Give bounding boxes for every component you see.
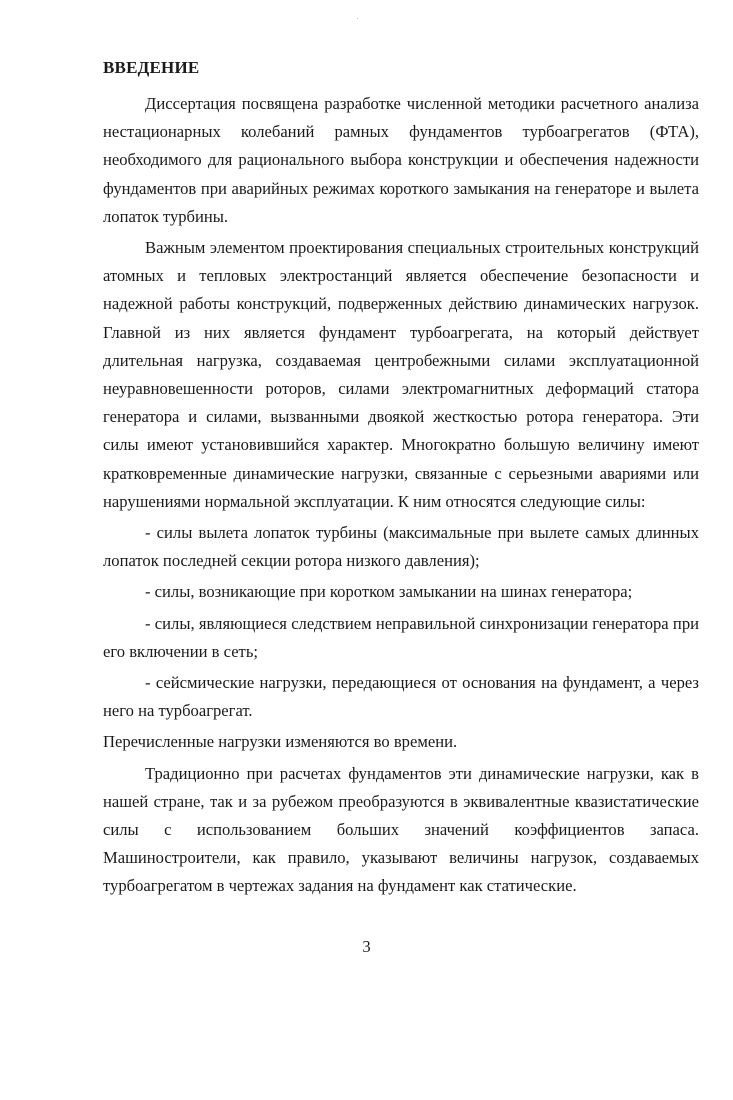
section-heading: ВВЕДЕНИЕ	[103, 58, 200, 77]
page-number: 3	[362, 937, 371, 956]
list-item-seismic: - сейсмические нагрузки, передающиеся от основания на фундамент, а через него на турбоагрегат.	[103, 673, 699, 721]
list-item-synchronization: - силы, являющиеся следствием неправильной синхронизации генератора при его включении в сеть;	[103, 613, 699, 661]
paragraph-traditional: Традиционно при расчетах фундаментов эти динамические нагрузки, как в нашей стране, так и за рубежом преобразуются в эквивалентные квазистатические силы с использованием больших значений коэффициентов запаса. Машиностроители, как правило, указывают величины нагрузок, создаваемых турбоагрегатом в чертежах задания на фундамент как статические.	[103, 763, 699, 896]
list-item-blade-loss: - силы вылета лопаток турбины (максимальные при вылете самых длинных лопаток последней секции ротора низкого давления);	[103, 523, 699, 571]
list-item-short-circuit: - силы, возникающие при коротком замыкании на шинах генератора;	[145, 582, 633, 602]
document-page	[103, 58, 699, 904]
scan-speck	[357, 18, 358, 19]
paragraph-loads: Важным элементом проектирования специальных строительных конструкций атомных и тепловых электростанций является обеспечение безопасности и надежной работы конструкций, подверженных действию динамических нагрузок. Главной из них является фундамент турбоагрегата, на который действует длительная нагрузка, создаваемая центробежными силами эксплуатационной неуравновешенности роторов, силами электромагнитных деформаций статора генератора и силами, вызванными двоякой жесткостью ротора генератора. Эти силы имеют установившийся характер. Многократно большую величину имеют кратковременные динамические нагрузки, связанные с серьезными авариями или нарушениями нормальной эксплуатации. К ним относятся следующие силы:	[103, 238, 699, 511]
paragraph-intro: Диссертация посвящена разработке численной методики расчетного анализа нестационарных колебаний рамных фундаментов турбоагрегатов (ФТА), необходимого для рационального выбора конструкции и обеспечения надежности фундаментов при аварийных режимах короткого замыкания на генераторе и вылета лопаток турбины.	[103, 94, 699, 226]
paragraph-time-varying: Перечисленные нагрузки изменяются во времени.	[103, 732, 458, 752]
